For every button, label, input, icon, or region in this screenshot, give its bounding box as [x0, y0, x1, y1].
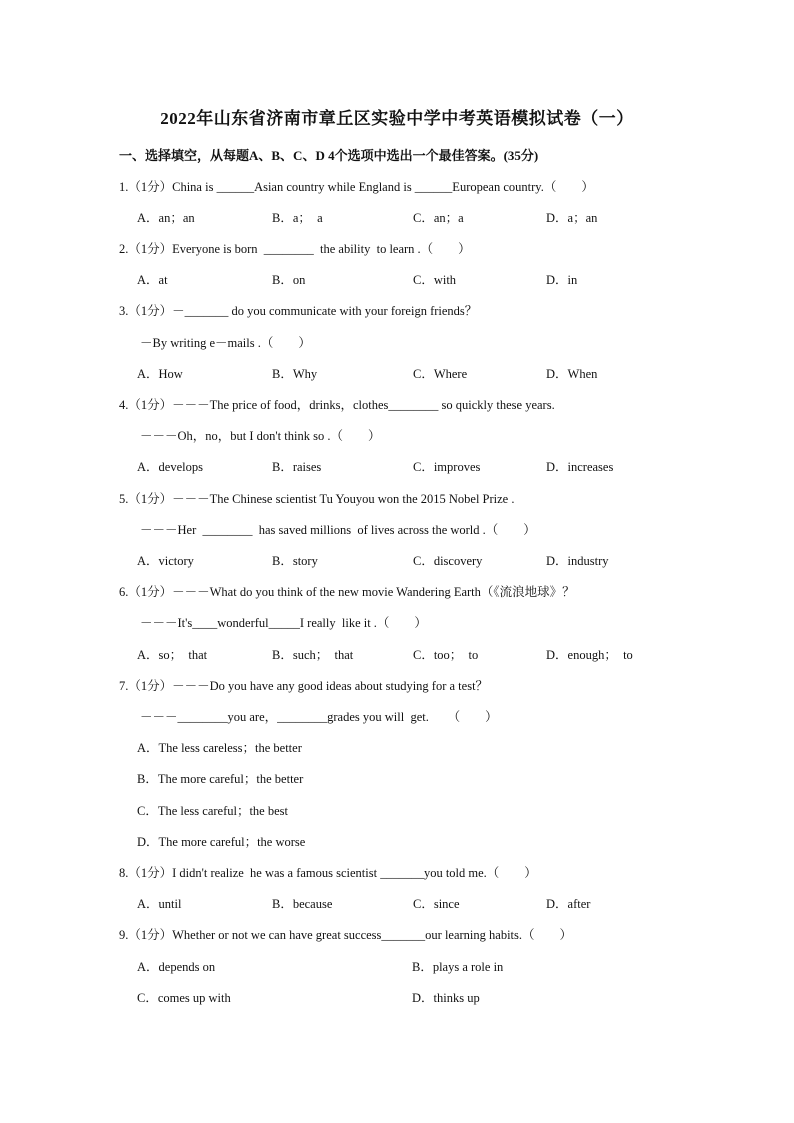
question-8-option-c: C．since: [413, 897, 460, 911]
question-3-continuation: －By writing e－mails .（ ）: [140, 336, 311, 350]
question-3-stem: 3.（1分）－_______ do you communicate with your foreign friends？: [119, 304, 478, 318]
question-6-stem: 6.（1分）－－－What do you think of the new movie Wandering Earth（《流浪地球》？: [119, 585, 575, 599]
question-3-option-a: A．How: [137, 367, 183, 381]
question-4-option-a: A．develops: [137, 460, 203, 474]
question-7-option-c: C．The less careful；the best: [137, 804, 288, 818]
question-5-stem: 5.（1分）－－－The Chinese scientist Tu Youyou won the 2015 Nobel Prize .: [119, 492, 515, 506]
question-4-stem: 4.（1分）－－－The price of food，drinks，clothes________ so quickly these years.: [119, 398, 555, 412]
question-1-option-c: C．an；a: [413, 211, 464, 225]
question-4-option-d: D．increases: [546, 460, 614, 474]
question-4-option-b: B．raises: [272, 460, 322, 474]
question-7-stem: 7.（1分）－－－Do you have any good ideas about studying for a test？: [119, 679, 489, 693]
question-4-continuation: －－－Oh，no，but I don't think so .（ ）: [140, 429, 381, 443]
question-5-option-a: A．victory: [137, 554, 194, 568]
question-5-option-d: D．industry: [546, 554, 609, 568]
question-7-option-a: A．The less careless；the better: [137, 741, 302, 755]
question-1-option-b: B．a； a: [272, 211, 323, 225]
question-9-option-a: A．depends on: [137, 960, 216, 974]
question-2-stem: 2.（1分）Everyone is born ________ the ability to learn .（ ）: [119, 242, 471, 256]
question-6-continuation: －－－It's____wonderful_____I really like it .（ ）: [140, 616, 427, 630]
question-6-option-c: C．too； to: [413, 648, 479, 662]
question-6-option-b: B．such； that: [272, 648, 354, 662]
question-1-option-d: D．a；an: [546, 211, 598, 225]
question-1-option-a: A．an；an: [137, 211, 195, 225]
question-3-option-b: B．Why: [272, 367, 318, 381]
question-9-option-d: D．thinks up: [412, 991, 480, 1005]
question-9-option-c: C．comes up with: [137, 991, 231, 1005]
question-5-option-b: B．story: [272, 554, 318, 568]
question-1-stem: 1.（1分）China is ______Asian country while England is ______European country.（ ）: [119, 180, 594, 194]
question-8-option-b: B．because: [272, 897, 333, 911]
question-6-option-a: A．so； that: [137, 648, 208, 662]
question-5-continuation: －－－Her ________ has saved millions of lives across the world .（ ）: [140, 523, 536, 537]
question-2-option-b: B．on: [272, 273, 306, 287]
question-5-option-c: C．discovery: [413, 554, 483, 568]
section-heading: 一、选择填空，从每题A、B、C、D 4个选项中选出一个最佳答案。(35分): [119, 148, 539, 163]
page-title: 2022年山东省济南市章丘区实验中学中考英语模拟试卷（一）: [160, 109, 634, 128]
question-4-option-c: C．improves: [413, 460, 481, 474]
question-2-option-c: C．with: [413, 273, 457, 287]
question-6-option-d: D．enough； to: [546, 648, 633, 662]
question-9-stem: 9.（1分）Whether or not we can have great success_______our learning habits.（ ）: [119, 928, 573, 942]
question-7-continuation: －－－________you are，________grades you will get. （ ）: [140, 710, 498, 724]
question-3-option-c: C．Where: [413, 367, 468, 381]
question-8-stem: 8.（1分）I didn't realize he was a famous scientist _______you told me.（ ）: [119, 866, 537, 880]
question-7-option-b: B．The more careful；the better: [137, 772, 304, 786]
question-3-option-d: D．When: [546, 367, 598, 381]
question-2-option-a: A．at: [137, 273, 168, 287]
question-2-option-d: D．in: [546, 273, 578, 287]
question-8-option-a: A．until: [137, 897, 182, 911]
question-8-option-d: D．after: [546, 897, 591, 911]
question-9-option-b: B．plays a role in: [412, 960, 504, 974]
question-7-option-d: D．The more careful；the worse: [137, 835, 306, 849]
